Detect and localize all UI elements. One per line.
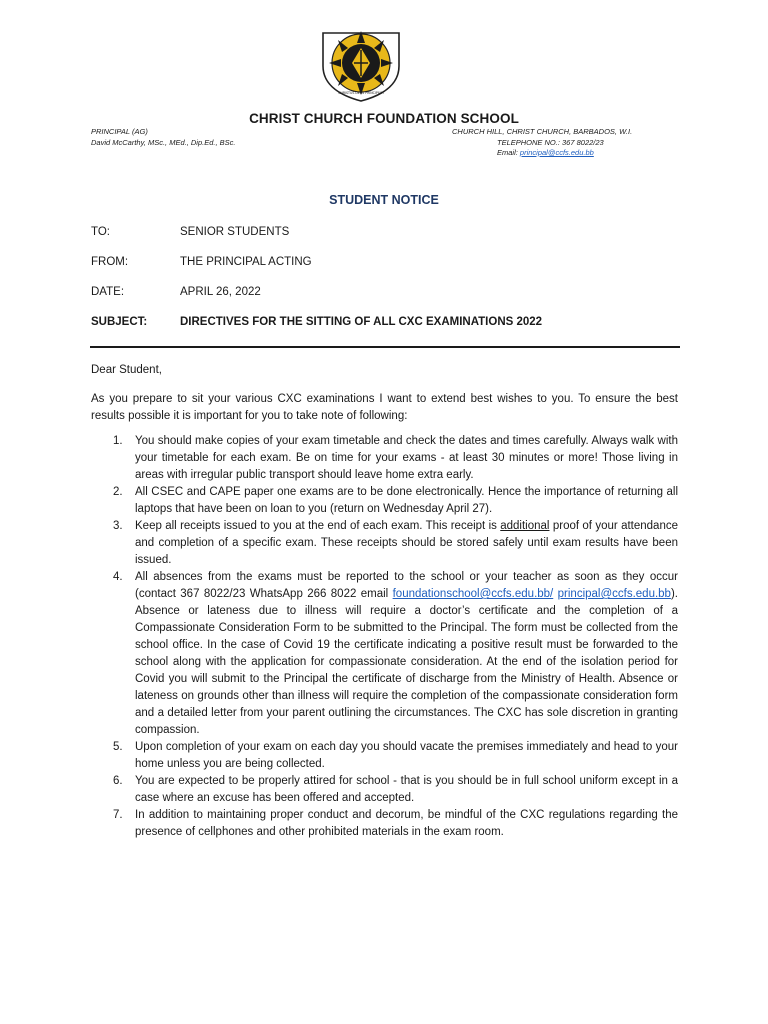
item-number: 7. [113,809,123,821]
intro-paragraph: As you prepare to sit your various CXC examinations I want to extend best wishes to you. To ensure the best results possible it is important for you to take note of following: [91,393,678,422]
foundation-email-link[interactable]: foundationschool@ccfs.edu.bb/ [392,588,554,600]
list-item [91,484,678,518]
salutation: Dear Student, [91,364,162,376]
item-number: 2. [113,486,123,498]
date-label: DATE: [91,286,125,298]
principal-name: David McCarthy, MSc., MEd., Dip.Ed., BSc. [91,137,236,147]
email-label: Email: [497,148,520,157]
subject-value: DIRECTIVES FOR THE SITTING OF ALL CXC EXAMINATIONS 2022 [180,316,543,328]
list-item [91,433,678,484]
principal-email-link[interactable]: principal@ccfs.edu.bb [519,148,594,157]
school-telephone: TELEPHONE NO.: 367 8022/23 [497,137,604,147]
item-text-post: proof of your attendance and completion of a specific exam. These receipts should be stored safely until exam results have been issued. [135,520,678,566]
header-divider [90,346,680,348]
item-text-pre: Keep all receipts issued to you at the end of each exam. This receipt is [135,520,501,532]
list-item [91,739,678,773]
list-item [91,773,678,807]
list-item [91,807,678,841]
date-value: APRIL 26, 2022 [180,286,261,298]
item-number: 3. [113,520,123,532]
list-item [91,518,678,569]
item-number: 4. [113,571,123,583]
from-value: THE PRINCIPAL ACTING [180,256,312,268]
school-name: CHRIST CHURCH FOUNDATION SCHOOL [249,111,519,126]
school-crest-logo [320,30,402,102]
subject-label: SUBJECT: [91,316,148,328]
school-email-line [452,148,632,159]
principal-block [91,127,235,148]
item-text: In addition to maintaining proper conduct and decorum, be mindful of the CXC regulations regarding the presence of cellphones and other prohibited materials in the exam room. [135,809,678,838]
item-text: You are expected to be properly attired for school - that is you should be in full school uniform except in a case where an excuse has been offered and accepted. [135,775,678,804]
list-item [91,569,678,739]
from-label: FROM: [91,256,129,268]
item-underlined-word: additional [500,520,550,532]
principal-email-link[interactable]: principal@ccfs.edu.bb [557,588,671,600]
item-text: All CSEC and CAPE paper one exams are to be done electronically. Hence the importance of returning all laptops that have been on loan to you (return on Wednesday April 27). [135,486,678,515]
item-text-pre: All absences from the exams must be reported to the school or your teacher as soon as they occur (contact 367 8022/23 WhatsApp 266 8022 email [135,571,678,600]
item-number: 5. [113,741,123,753]
directives-list [91,433,678,841]
principal-title: PRINCIPAL (AG) [91,127,148,136]
item-text: You should make copies of your exam timetable and check the dates and times carefully. Always walk with your timetable for each exam. Be on time for your exams - at least 30 minutes or more! Those living in areas with irregular public transport should leave home extra early. [135,435,678,481]
item-number: 1. [113,435,123,447]
to-value: SENIOR STUDENTS [180,226,290,238]
svg-text:CHRISTUS DEUS PRINCIPIUM: CHRISTUS DEUS PRINCIPIUM [338,91,384,95]
contact-block [452,127,632,159]
item-text-post: ). Absence or lateness due to illness will require a doctor’s certificate and the completion of a Compassionate Consideration Form to be submitted to the Principal. The form must be collected from the school office. In the case of Covid 19 the certificate indicating a positive result must be forwarded to the school along with the application for compassionate consideration. At the end of the isolation period for Covid you will submit to the Principal the certificate of discharge from the Ministry of Health. Absence or lateness on grounds other than illness will require the completion of the compassionate consideration form and a detailed letter from your parent outlining the circumstances. The CXC has sole discretion in granting compassion. [135,588,678,736]
item-number: 6. [113,775,123,787]
item-text: Upon completion of your exam on each day you should vacate the premises immediately and head to your home unless you are being collected. [135,741,678,770]
to-label: TO: [91,226,110,238]
notice-title: STUDENT NOTICE [329,193,439,207]
school-address: CHURCH HILL, CHRIST CHURCH, BARBADOS, W.I. [452,127,633,136]
